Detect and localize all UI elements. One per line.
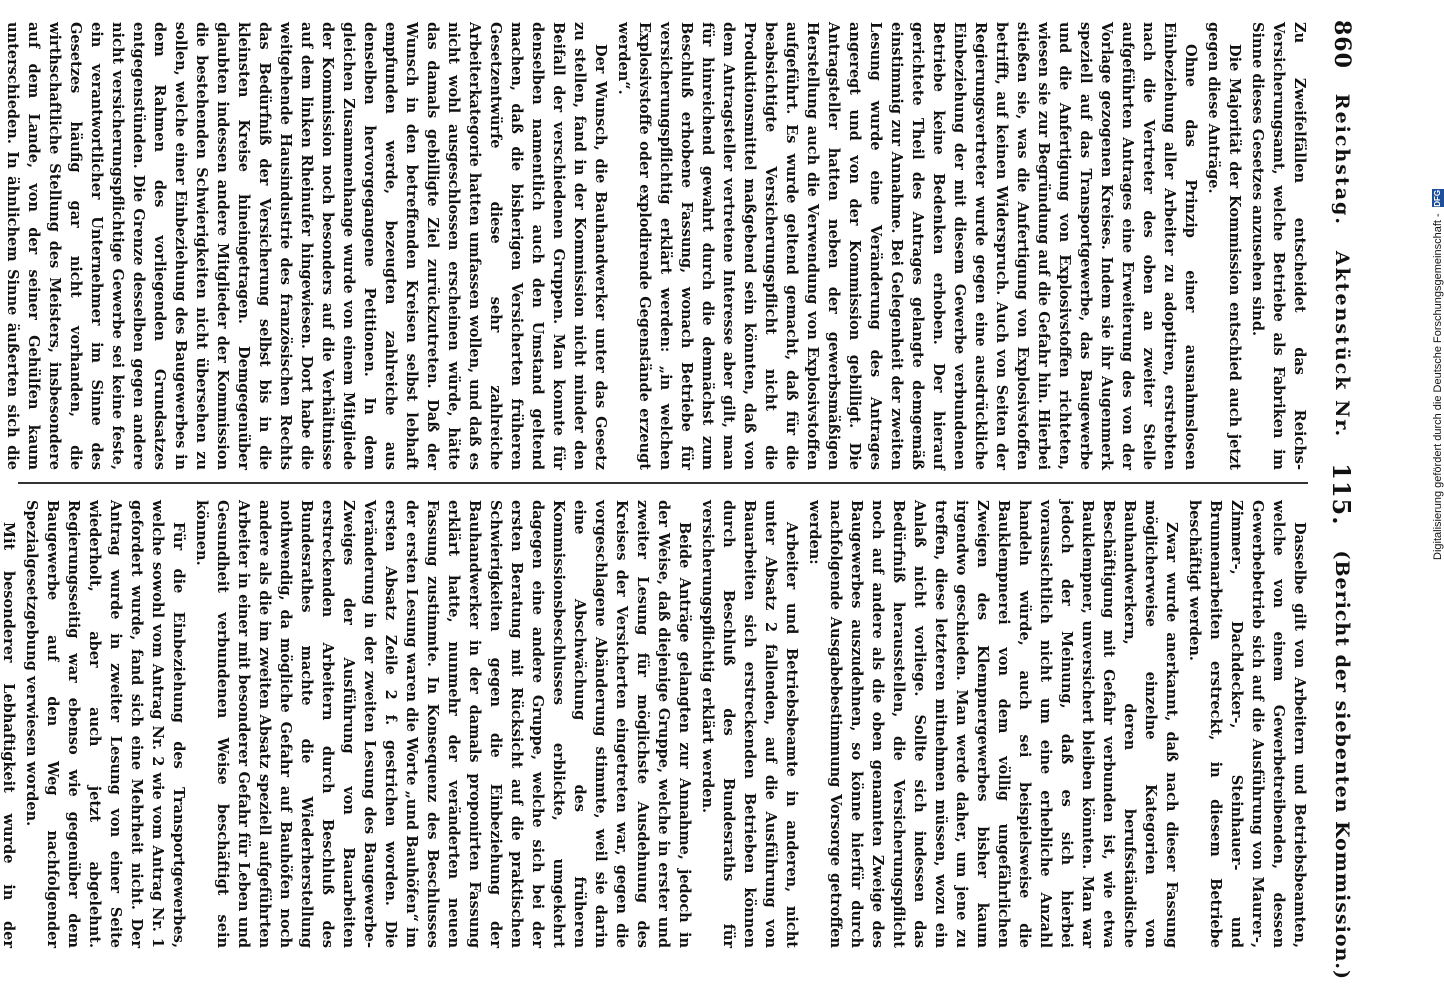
report-title: (Bericht der siebenten Kommission.)	[1331, 550, 1353, 980]
document-label: Aktenstück Nr.	[1331, 250, 1353, 439]
paragraph: Die Majorität der Kommission entschied auch jetzt gegen diese Anträge.	[1205, 22, 1243, 470]
issue-number: 115.	[1327, 463, 1357, 526]
paragraph: Für die Einbeziehung des Transportgewerbes, welche sowohl vom Antrag Nr. 2 wie vom Antrag Nr. 1 gefordert wurde, fand sich eine Mehrheit nicht. Der Antrag wurde in zweiter Lesung von einer Seite wiederholt, aber auch jetzt abgelehnt. Regierungsseitig war ebenso wie gegenüber dem Baugewerbe auf den Weg nachfolgender Spezialgesetzgebung verwiesen worden.	[23, 500, 187, 948]
funding-text: Digitalisierung gefördert durch die Deutsche Forschungsgemeinschaft -	[1432, 213, 1444, 560]
dfg-logo: DFG	[1433, 189, 1442, 207]
paragraph: Ohne das Prinzip einer ausnahmslosen Einbeziehung aller Arbeiter zu adoptiren, erstrebten nach die Vertreter des oben an zweiter Stelle aufgeführten Antrages eine Erweiterung des von der Vorlage gezogenen Kreises. Indem sie ihr Augenmerk speziell auf das Transportgewerbe, das Baugewerbe und die Anfertigung von Explosivstoffen richteten, wiesen sie zur Begründung auf die Gefahr hin. Hierbei stießen sie, was die Anfertigung von Explosivstoffen betrifft, auf keinen Widerspruch. Auch von Seiten der Regierungsvertreter wurde gegen eine ausdrückliche Einbeziehung der mit diesem Gewerbe verbundenen Betriebe keine Bedenken erhoben. Der hierauf gerichtete Theil des Antrages gelangte demgemäß einstimmig zur Annahme. Bei Gelegenheit der zweiten Lesung wurde eine Veränderung des Antrages angeregt und von der Kommission gebilligt. Die Antragsteller hatten neben der gewerbsmäßigen Herstellung auch die Verwendung von Explosivstoffen aufgeführt. Es wurde geltend gemacht, daß für die beabsichtigte Versicherungspflicht nicht die Produktionsmittel maßgebend sein könnten, daß von dem Antragsteller vertretene Interesse aber gilt, man für hinreichend gewahrt durch die demnächst zum Beschluß erhobene Fassung, wonach Betriebe für versicherungspflichtig erklärt werden: „in welchen Explosivstoffe oder explodirende Gegenstände erzeugt werden“.	[615, 22, 1199, 470]
publication-title: Reichstag.	[1331, 93, 1353, 226]
paragraph: Mit besonderer Lebhaftigkeit wurde in der	[0, 522, 17, 948]
page-header	[1322, 20, 1362, 980]
footer-strip	[1400, 0, 1432, 1000]
paragraph: Arbeiter und Betriebsbeamte in anderen, nicht unter Absatz 2 fallenden, auf die Ausführung von Bauarbeiten sich erstreckenden Betrieben können durch Beschluß des Bundesraths für versicherungspflichtig erklärt werden.	[699, 500, 800, 948]
page-number: 860	[1329, 20, 1355, 69]
right-column	[0, 500, 1310, 948]
paragraph: Beide Anträge gelangten zur Annahme, jedoch in der Weise, daß diejenige Gruppe, welche in erster und zweiter Lesung für möglichste Ausdehnung des Kreises der Versicherten eingetreten war, gegen die vorgeschlagene Abänderung stimmte, weil sie darin eine Abschwächung des früheren Kommissionsbeschlusses erblickte, umgekehrt dagegen eine andere Gruppe, welche sich bei der ersten Beratung mit Rücksicht auf die praktischen Schwierigkeiten gegen die Einbeziehung der Bauhandwerker in der damals proponirten Fassung erklärt hatte, nunmehr der veränderten neuen Fassung zustimmte. In Konsequenz des Beschlusses der ersten Lesung waren die Worte „und Bauhöfen“ im ersten Absatz Zeile 2 f. gestrichen worden. Die Veränderung in der zweiten Lesung des Baugewerbe-Zweiges der Ausführung von Bauarbeiten erstreckenden Arbeitern durch Beschluß des Bundesrathes machte die Wiederherstellung nothwendig, da mögliche Gefahr auf Bauhöfen noch andere als die im zweiten Absatz speziell aufgeführten Arbeiter in einer mit besonderer Gefahr für Leben und Gesundheit verbundenen Weise beschäftigt sein können.	[193, 500, 693, 948]
paragraph: Zwar wurde anerkannt, daß nach dieser Fassung möglicherweise einzelne Kategorien von Bauhandwerkern, deren berufsständische Beschäftigung mit Gefahr verbunden ist, wie etwa Bauklempner, unversichert bleiben könnten. Man war jedoch der Meinung, daß es sich hierbei voraussichtlich nicht um eine erhebliche Anzahl handeln würde, auch sei beispielsweise die Bauklempnerei von dem völlig ungefährlichen Zweigen des Klempnergewerbes bisher kaum irgendwo geschieden. Man werde daher, um jene zu treffen, diese letzteren mitnehmen müssen, wozu ein Anlaß nicht vorliege. Sollte sich indessen das Bedürfniß herausstellen, die Versicherungspflicht noch auf andere als die oben genannten Zweige des Baugewerbes auszudehnen, so könne hierfür durch nachfolgende Ausgabebestimmung Vorsorge getroffen werden:	[806, 500, 1180, 948]
paragraph: Zu Zweifelfällen entscheidet das Reichs-Versicherungsamt, welche Betriebe als Fabriken im Sinne dieses Gesetzes anzusehen sind.	[1249, 22, 1308, 470]
paragraph: Der Wunsch, die Bauhandwerker unter das Gesetz zu stellen, fand in der Kommission nicht minder den Beifall der verschiedenen Gruppen. Man konnte für denselben namentlich auch den Umstand geltend machen, daß die bisherigen Versicherten früheren Gesetzentwürfe diese sehr zahlreiche Arbeiterkategorie hatten umfassen wollen, und daß es nicht wohl ausgeschlossen erscheinen würde, hätte das damals gebilligte Ziel zurückzutreten. Daß der Wunsch in den betreffenden Kreisen selbst lebhaft empfunden werde, bezeugten zahlreiche aus denselben hervorgegangene Petitionen. In dem gleichen Zusammenhange wurde von einem Mitgliede der Kommission noch besonders auf die Verhältnisse auf dem linken Rheinufer hingewiesen. Dort habe die weitgehende Hausindustrie des französischen Rechts das Bedürfniß der Versicherung selbst bis in die kleinsten Kreise hineingetragen. Demgegenüber glaubten indessen andere Mitglieder der Kommission die bestehenden Schwierigkeiten nicht übersehen zu sollen, welche einer Einbeziehung des Baugewerbes in dem Rahmen des vorliegenden Grundsatzes entgegenstünden. Die Grenze desselben gegen andere nicht versicherungspflichtige Gewerbe sei keine feste, ein verantwortlicher Unternehmer im Sinne des Gesetzes häufig gar nicht vorhanden, die wirthschaftliche Stellung des Meisters, insbesondere auf dem Lande, von der seiner Gehülfen kaum unterschieden. In ähnlichem Sinne äußerten sich die	[4, 22, 609, 470]
left-column	[4, 22, 1310, 470]
paragraph: Dasselbe gilt von Arbeitern und Betriebsbeamten, welche von einem Gewerbetreibenden, dessen Gewerbebetrieb sich auf die Ausführung von Maurer-, Zimmer-, Dachdecker-, Steinhauer- und Brunnenarbeiten erstreckt, in diesem Betriebe beschäftigt werden.	[1186, 500, 1308, 948]
column-divider	[18, 482, 1308, 484]
funding-notice	[1432, 140, 1444, 560]
